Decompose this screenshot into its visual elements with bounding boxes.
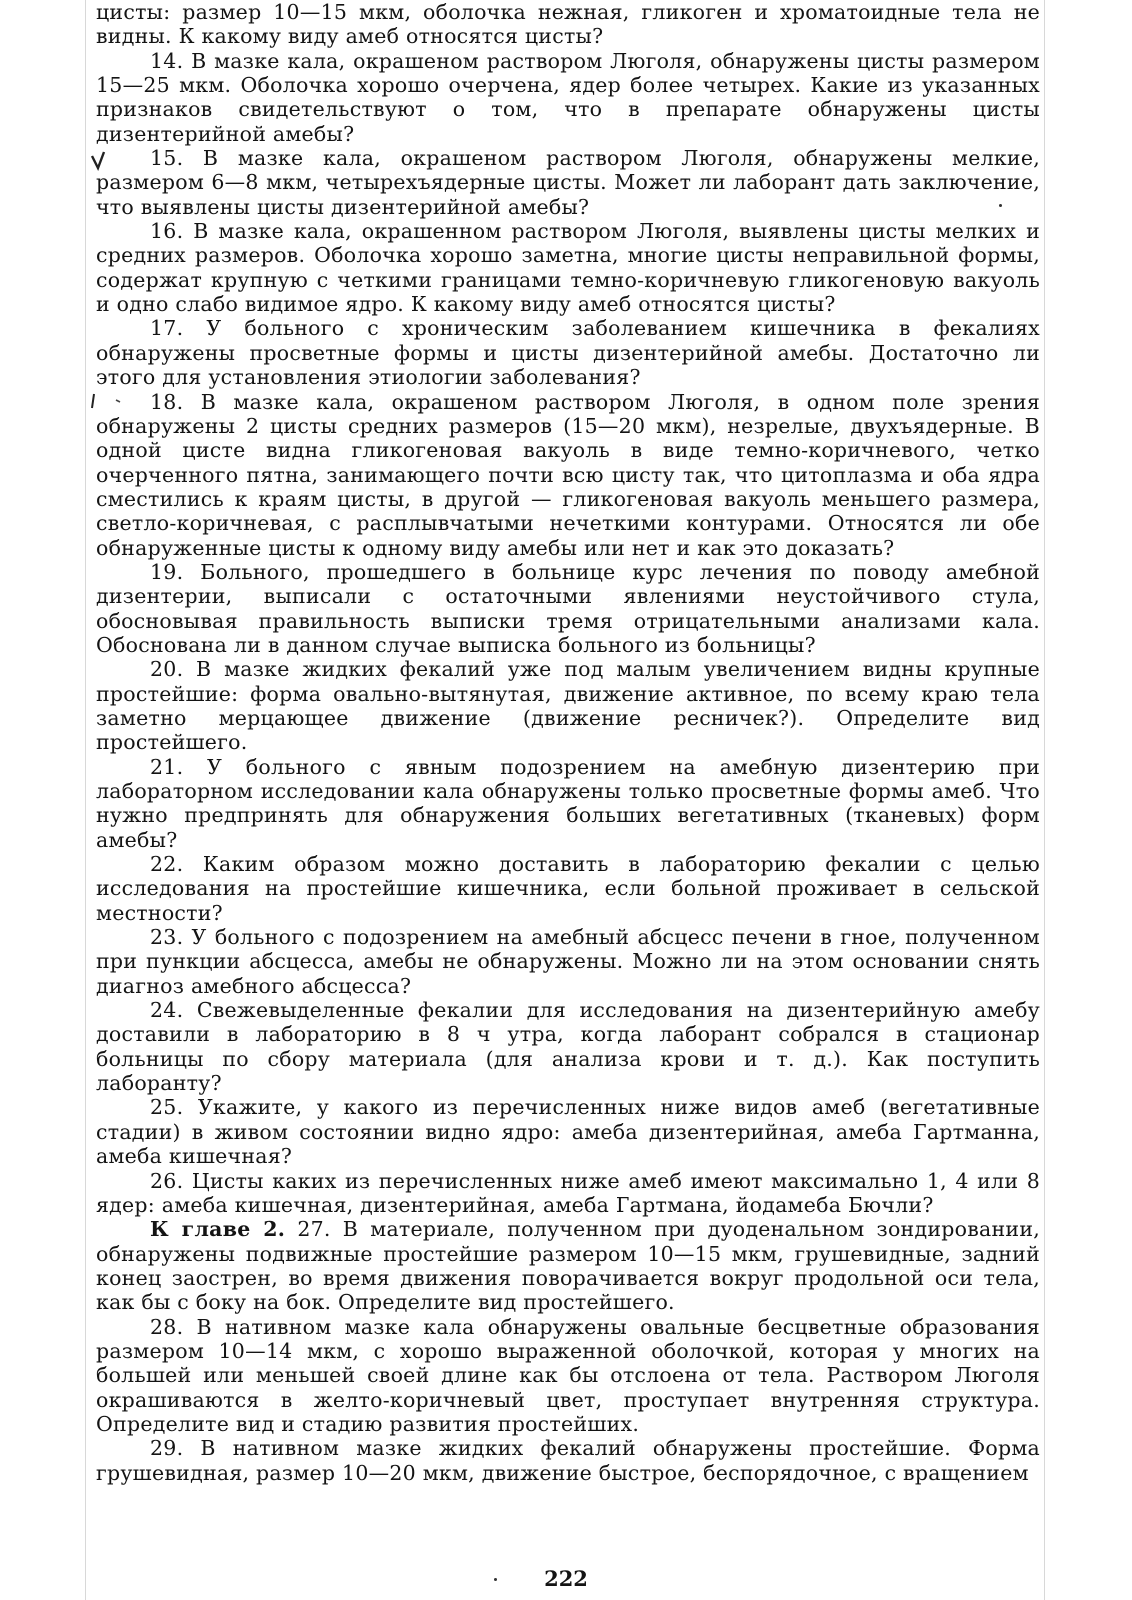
question-28: 28. В нативном мазке кала обнаружены овальные бесцветные образования размером 10—14 мкм, с хорошо выраженной оболочкой, которая у многих на большей или меньшей своей длине как бы отслоена от тела. Раствором Люголя окрашиваются в желто-коричневый цвет, проступает внутренняя структура. Определите вид и стадию развития простейших. <box>96 1314 1040 1436</box>
speck <box>999 204 1002 207</box>
scan-edge-left <box>85 0 86 1600</box>
question-14: 14. В мазке кала, окрашеном раствором Люголя, обнаружены цисты размером 15—25 мкм. Оболочка хорошо очерчена, ядер более четырех. Какие из указанных признаков свидетельствуют о том, что в препарате обнаружены цисты дизентерийной амебы? <box>96 48 1040 146</box>
pencil-mark-icon <box>88 390 128 420</box>
question-29: 29. В нативном мазке жидких фекалий обнаружены простейшие. Форма грушевидная, размер 10—20 мкм, движение быстрое, беспорядочное, с вращением <box>96 1436 1040 1485</box>
chapter-heading: К главе 2. <box>150 1217 286 1242</box>
question-21: 21. У больного с явным подозрением на амебную дизентерию при лабораторном исследовании кала обнаружены только просветные формы амеб. Что нужно предпринять для обнаружения больших вегетативных (тканевых) форм амебы? <box>96 754 1040 852</box>
scan-edge-right <box>1044 0 1045 1600</box>
question-17: 17. У больного с хроническим заболеванием кишечника в фекалиях обнаружены просветные формы и цисты дизентерийной амебы. Достаточно ли этого для установления этиологии заболевания? <box>96 316 1040 390</box>
question-25: 25. Укажите, у какого из перечисленных ниже видов амеб (вегетативные стадии) в живом состоянии видно ядро: амеба дизентерийная, амеба Гартманна, амеба кишечная? <box>96 1095 1040 1169</box>
question-22: 22. Каким образом можно доставить в лабораторию фекалии с целью исследования на простейшие кишечника, если больной проживает в сельской местности? <box>96 852 1040 925</box>
page-number: 222 <box>544 1566 588 1591</box>
question-16: 16. В мазке кала, окрашенном раствором Люголя, выявлены цисты мелких и средних размеров. Оболочка хорошо заметна, многие цисты неправильной формы, содержат крупную с четкими границами темно-коричневую гликогеновую вакуоль и одно слабо видимое ядро. К какому виду амеб относятся цисты? <box>96 219 1040 317</box>
question-20: 20. В мазке жидких фекалий уже под малым увеличением видны крупные простейшие: форма овально-вытянутая, движение активное, по всему краю тела заметно мерцающее движение (движение ресничек?). Определите вид простейшего. <box>96 657 1040 755</box>
question-23: 23. У больного с подозрением на амебный абсцесс печени в гное, полученном при пункции абсцесса, амебы не обнаружены. Можно ли на этом основании снять диагноз амебного абсцесса? <box>96 925 1040 998</box>
question-26: 26. Цисты каких из перечисленных ниже амеб имеют максимально 1, 4 или 8 ядер: амеба кишечная, дизентерийная, амеба Гартмана, йодамеба Бючли? <box>96 1168 1040 1217</box>
question-27 <box>96 1217 1040 1314</box>
checkmark-icon <box>88 148 128 178</box>
question-27-text: 27. В материале, полученном при дуоденальном зондировании, обнаружены подвижные простейшие размером 10—15 мкм, грушевидные, задний конец заострен, во время движения поворачивается вокруг продольной оси тела, как бы с боку на бок. Определите вид простейшего. <box>96 1217 1040 1315</box>
paragraph-13-continuation: цисты: размер 10—15 мкм, оболочка нежная, гликоген и хроматоидные тела не видны. К какому виду амеб относятся цисты? <box>96 0 1040 49</box>
question-19: 19. Больного, прошедшего в больнице курс лечения по поводу амебной дизентерии, выписали с остаточными явлениями неустойчивого стула, обосновывая правильность выписки тремя отрицательными анализами кала. Обоснована ли в данном случае выписка больного из больницы? <box>96 559 1040 657</box>
page-body <box>96 0 1040 1485</box>
question-15: 15. В мазке кала, окрашеном раствором Люголя, обнаружены мелкие, размером 6—8 мкм, четырехъядерные цисты. Может ли лаборант дать заключение, что выявлены цисты дизентерийной амебы? <box>96 146 1040 219</box>
question-18: 18. В мазке кала, окрашеном раствором Люголя, в одном поле зрения обнаружены 2 цисты средних размеров (15—20 мкм), незрелые, двухъядерные. В одной цисте видна гликогеновая вакуоль в виде темно-коричневого, четко очерченного пятна, занимающего почти всю цисту так, что цитоплазма и оба ядра сместились к краям цисты, в другой — гликогеновая вакуоль меньшего размера, светло-коричневая, с расплывчатыми нечеткими контурами. Относятся ли обе обнаруженные цисты к одному виду амебы или нет и как это доказать? <box>96 389 1040 560</box>
question-24: 24. Свежевыделенные фекалии для исследования на дизентерийную амебу доставили в лабораторию в 8 ч утра, когда лаборант собрался в стационар больницы по сбору материала (для анализа крови и т. д.). Как поступить лаборанту? <box>96 998 1040 1096</box>
